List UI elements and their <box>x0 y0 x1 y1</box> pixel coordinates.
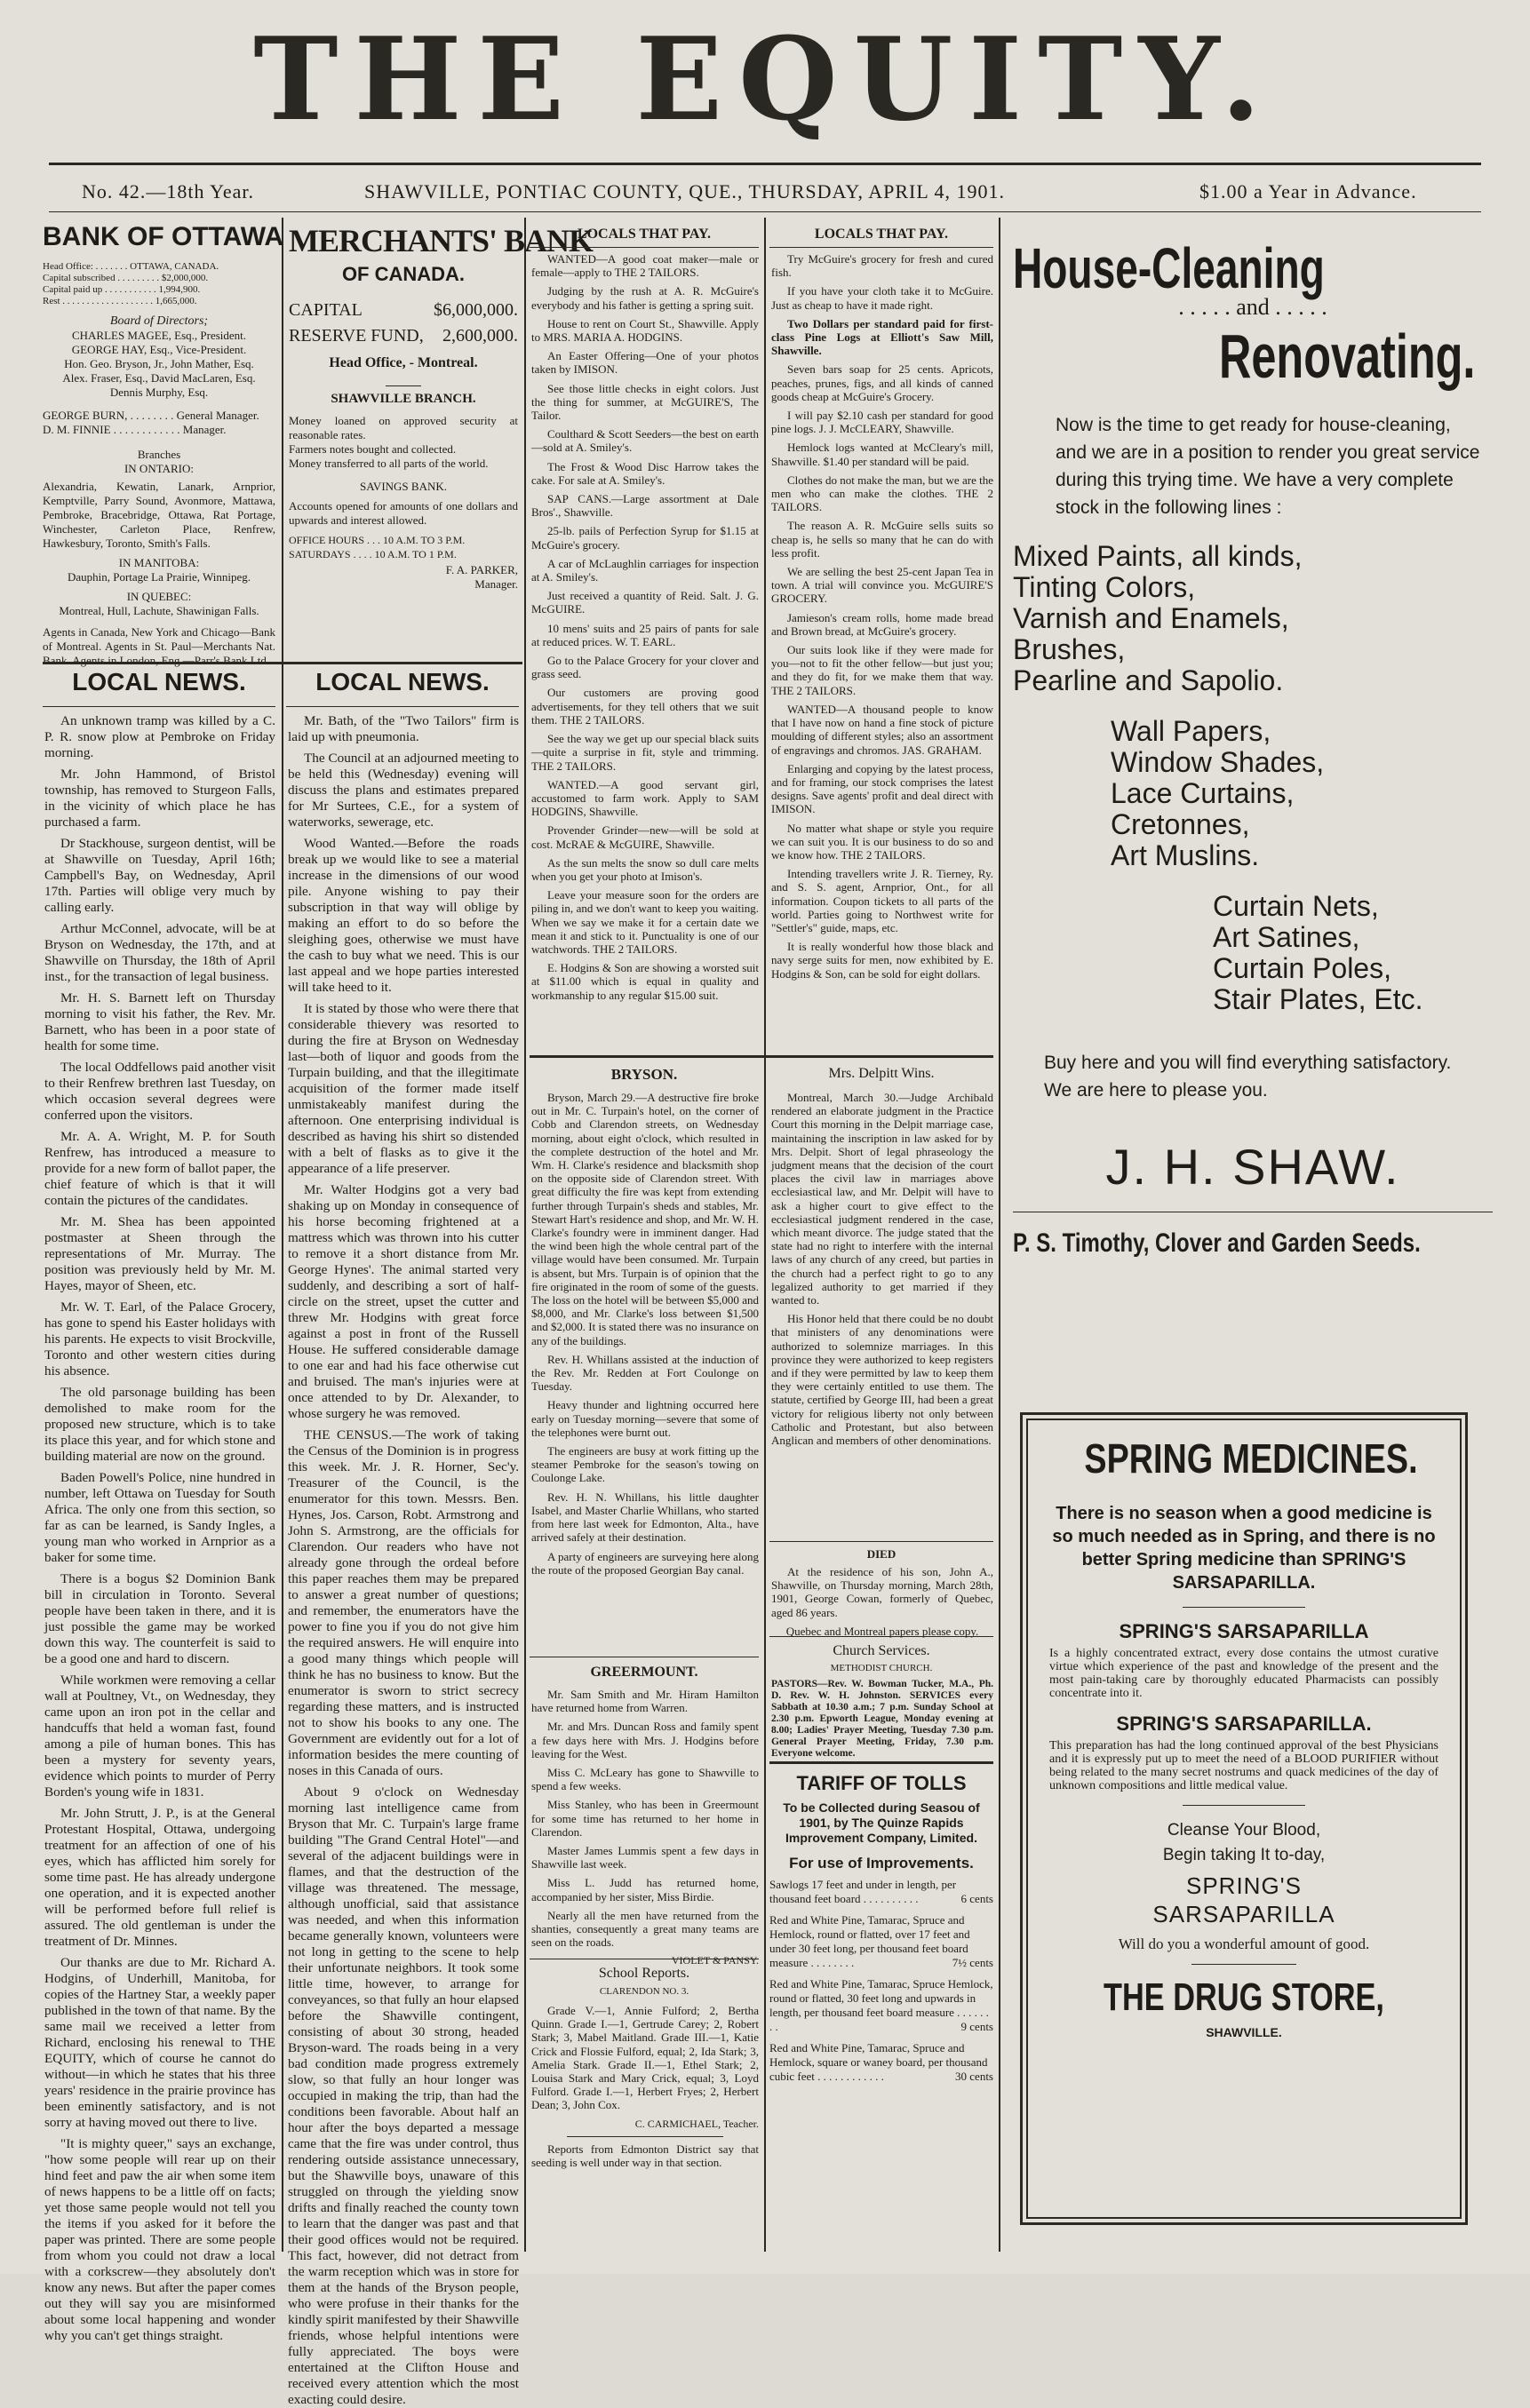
reserve-value: 2,600,000. <box>442 326 518 346</box>
local-notice: Clothes do not make the man, but we are the men who can make the clothes. THE 2 TAILORS. <box>771 473 993 514</box>
edmonton-report: Reports from Edmonton District say that seeding is well under way in that section. <box>531 2142 759 2170</box>
renovating-title: Renovating. <box>1219 322 1476 391</box>
heading-rule <box>43 706 275 707</box>
tariff-improvements: For use of Improvements. <box>789 1855 974 1872</box>
local-notice: Just received a quantity of Reid. Salt. J. G. McGUIRE. <box>531 589 759 616</box>
bryson-paragraph: Heavy thunder and lightning occurred here early on Tuesday morning—severe that some of the telephones were burnt out. <box>531 1398 759 1439</box>
section-rule <box>769 1541 993 1542</box>
tariff-title: TARIFF OF TOLLS <box>796 1772 967 1794</box>
sarsaparilla-heading-1: SPRING'S SARSAPARILLA <box>1119 1620 1369 1642</box>
local-notice: A car of McLaughlin carriages for inspection at A. Smiley's. <box>531 556 759 584</box>
local-notice: WANTED—A good coat maker—male or female—apply to THE 2 TAILORS. <box>531 252 759 280</box>
local-notice: I will pay $2.10 cash per standard for good pine logs. J. J. McCLEARY, Shawville. <box>771 409 993 436</box>
stock-item: Wall Papers, <box>1111 715 1271 747</box>
local-notice: See those little checks in eight colors. Just the thing for summer, at McGUIRE'S, The Tailor. <box>531 381 759 423</box>
dateline-place-date: SHAWVILLE, PONTIAC COUNTY, QUE., THURSDAY, APRIL 4, 1901. <box>364 180 1005 203</box>
stock-item: Window Shades, <box>1111 746 1325 778</box>
local-notice: An Easter Offering—One of your photos taken by IMISON. <box>531 349 759 377</box>
head-office: Head Office, - Montreal. <box>329 355 478 370</box>
greermount-item: Mr. Sam Smith and Mr. Hiram Hamilton have returned home from Warren. <box>531 1688 759 1715</box>
church-services: PASTORS—Rev. W. Bowman Tucker, M.A., Ph. D. Rev. W. H. Johnston. SERVICES every Sabbath at 10.30 a.m.; 7 p.m. Sunday School at 2.30 p.m. Epworth League, Monday evening at 8.00; Ladies' Prayer Meeting, Tuesday 7.30 p.m. General Prayer Meeting, Friday, 7.30 p.m. Everyone welcome. <box>771 1679 993 1759</box>
spring-inner-border <box>1026 1419 1462 2219</box>
news-item: Mr. A. A. Wright, M. P. for South Renfrew, has introduced a measure to provide for a new form of ballot paper, the chief feature of which is that it will contain the pictures of the candidates. <box>44 1129 275 1208</box>
local-notice: Hemlock logs wanted at McCleary's mill, Shawville. $1.40 per standard will be paid. <box>771 441 993 468</box>
local-notice: Try McGuire's grocery for fresh and cured fish. <box>771 252 993 280</box>
section-rule <box>43 662 522 664</box>
local-notice: Two Dollars per standard paid for first-class Pine Logs at Elliott's Saw Mill, Shawville. <box>771 316 993 358</box>
column-rule <box>282 218 283 2252</box>
column-rule <box>999 218 1000 2252</box>
reserve-label: RESERVE FUND, <box>289 326 424 346</box>
cleanse-line: Cleanse Your Blood, <box>1167 1821 1321 1840</box>
masthead-rule-top <box>49 163 1481 165</box>
bryson-paragraph: Rev. H. Whillans assisted at the induction of the Rev. Mr. Redden at Fort Coulonge on Tuesday. <box>531 1352 759 1394</box>
sarsaparilla-heading-2: SPRING'S SARSAPARILLA. <box>1116 1713 1372 1735</box>
stock-item: Curtain Poles, <box>1213 952 1391 984</box>
toll-item: Red and White Pine, Tamarac, Spruce Hemlock, round or flatted, 30 feet long and upwards in length, per thousand feet board measure . . . . . . . . 9 cents <box>769 1977 993 2033</box>
branch-list: Alexandria, Kewatin, Lanark, Arnprior, Kemptville, Parry Sound, Avonmore, Mattawa, Pembroke, Bracebridge, Ottawa, Rat Portage, Winchester, Carleton Place, Renfrew, Hawkesbury, Toronto, Smith's Falls. <box>43 480 275 550</box>
office-hours: OFFICE HOURS . . . 10 A.M. TO 3 P.M. <box>289 534 466 546</box>
school-report <box>531 2004 759 2261</box>
greermount-item: Miss C. McLeary has gone to Shawville to spend a few weeks. <box>531 1766 759 1793</box>
stock-item: Stair Plates, Etc. <box>1213 983 1423 1015</box>
news-item: Our thanks are due to Mr. Richard A. Hodgins, of Underhill, Manitoba, for copies of the Hartney Star, a weekly paper published in the town of that name. By the same mail we received a letter from Richard, enclosing his renewal to THE EQUITY, which of course he cannot do without—in which he states that his three years' residence in the prairie province has been eminently satisfactory, and is not sorry at having moved out there to live. <box>44 1955 275 2130</box>
obituary: At the residence of his son, John A., Shawville, on Thursday morning, March 28th, 1901, George Cowan, formerly of Quebec, aged 86 years. <box>771 1565 993 1619</box>
seeds-line: P. S. Timothy, Clover and Garden Seeds. <box>1013 1228 1421 1258</box>
capital-subscribed: Capital subscribed . . . . . . . . . $2,000,000. <box>43 273 209 283</box>
bank-line: Farmers notes bought and collected. <box>289 442 457 456</box>
news-item: Mr. W. T. Earl, of the Palace Grocery, has gone to spend his Easter holidays with his parents. He expects to visit Brockville, Toronto and other western cities during his absence. <box>44 1299 275 1379</box>
local-notice: As the sun melts the snow so dull care melts when you get your photo at Imison's. <box>531 855 759 883</box>
bryson-heading: BRYSON. <box>610 1066 678 1083</box>
divider <box>567 2136 723 2137</box>
local-notice: E. Hodgins & Son are showing a worsted suit at $11.00 which is equal in quality and workmanship to any regular $15.00 suit. <box>531 961 759 1002</box>
stock-item: Art Satines, <box>1213 921 1360 953</box>
bryson-paragraph: A party of engineers are surveying here along the route of the proposed Georgian Bay canal. <box>531 1549 759 1577</box>
jh-shaw: J. H. SHAW. <box>1105 1139 1400 1195</box>
news-item: There is a bogus $2 Dominion Bank bill in circulation in Toronto. Several people have been taken in there, and it is just possible the game may be worked down this way. The counterfeit is said to be a good one and hard to discern. <box>44 1571 275 1666</box>
delpitt-article <box>771 1091 993 1535</box>
sarsaparilla-paragraph-2: This preparation has had the long continued approval of the best Physicians and it is expressly put up to meet the need of a BLOOD PURIFIER without being related to the many secret nostrums and quack medicines of the day of unknown compositions and little medical value. <box>1049 1739 1438 1792</box>
bryson-article <box>531 1091 759 1650</box>
section-rule <box>530 1055 993 1058</box>
greermount-item: Nearly all the men have returned from the shanties, consequently a great many teams are seen on the roads. <box>531 1908 759 1950</box>
greermount-item: Miss Stanley, who has been in Greermount for some time has returned to her home in Clarendon. <box>531 1798 759 1839</box>
quebec-label: IN QUEBEC: <box>126 590 192 603</box>
bank-of-ottawa-ad <box>43 222 284 668</box>
toll-item: Red and White Pine, Tamarac, Spruce and Hemlock, square or waney board, per thousand cubic feet . . . . . . . . . . . . 30 cents <box>769 2041 993 2083</box>
local-notice: Go to the Palace Grocery for your clover and grass seed. <box>531 654 759 681</box>
local-notice: Leave your measure soon for the orders are piling in, and we don't want to keep you waiting. When we say we make it for a certain date we mean it and stick to it. Punctuality is one of our watchwords. THE 2 TAILORS. <box>531 888 759 956</box>
capital-value: $6,000,000. <box>434 300 518 320</box>
died-heading: DIED <box>866 1547 896 1561</box>
tariff-of-tolls <box>769 1772 993 2084</box>
news-item: Mr. John Strutt, J. P., is at the General Protestant Hospital, Ottawa, undergoing treatment for an affection of one of his eyes, which has afflicted him sorely for some time past. He has already undergone one operation, and it is expected another will be performed before full relief is assured. The old gentleman is under the treatment of Dr. Minnes. <box>44 1806 275 1949</box>
local-notice: If you have your cloth take it to McGuire. Just as cheap to have it made right. <box>771 284 993 312</box>
manager: D. M. FINNIE . . . . . . . . . . . . Manager. <box>43 423 227 436</box>
died-notice <box>771 1565 993 1636</box>
bank-ottawa-title: BANK OF OTTAWA <box>43 222 284 251</box>
capital-paid: Capital paid up . . . . . . . . . . . 1,994,900. <box>43 284 201 295</box>
board-member: Dennis Murphy, Esq. <box>109 385 209 399</box>
local-notice: The Frost & Wood Disc Harrow takes the cake. For sale at A. Smiley's. <box>531 459 759 487</box>
locals-column-2 <box>771 252 993 1052</box>
toll-item: Sawlogs 17 feet and under in length, per thousand feet board . . . . . . . . . . 6 cents <box>769 1878 993 1905</box>
local-notice: Jamieson's cream rolls, home made bread and Brown bread, at McGuire's grocery. <box>771 610 993 638</box>
toll-item: Red and White Pine, Tamarac, Spruce and Hemlock, round or flatted, over 17 feet and under 30 feet long, per thousand feet board measure . . . . . . . . 7½ cents <box>769 1913 993 1969</box>
springs-line: SPRING'S <box>1186 1872 1302 1899</box>
section-rule <box>769 1636 993 1637</box>
divider <box>1191 1964 1296 1965</box>
board-member: Alex. Fraser, Esq., David MacLaren, Esq. <box>62 371 256 385</box>
local-notice: No matter what shape or style you require we can suit you. It is our business to do so and we know how. THE 2 TAILORS. <box>771 821 993 862</box>
bryson-paragraph: The engineers are busy at work fitting up the steamer Pembroke for the season's towing on Coulonge Lake. <box>531 1444 759 1485</box>
greermount-item: Miss L. Judd has returned home, accompanied by her sister, Miss Birdie. <box>531 1876 759 1903</box>
savings-text: Accounts opened for amounts of one dollars and upwards and interest allowed. <box>289 499 518 527</box>
column-rule <box>524 218 526 2252</box>
stock-item: Tinting Colors, <box>1013 571 1196 603</box>
rest: Rest . . . . . . . . . . . . . . . . . . . 1,665,000. <box>43 296 197 306</box>
news-item: "It is mighty queer," says an exchange, "how some people will rear up on their hind feet and paw the air when some item of news happens to be a little off on facts; yet those same people would not tell you the items if you asked for it before the paper was printed. There are some people from whom you could not draw a local with a corkscrew—they absolutely don't know any news. But after the paper comes out they will say you are misinformed about some local happening and wonder why you can't get things straight. <box>44 2136 275 2343</box>
board-member: CHARLES MAGEE, Esq., President. <box>71 329 247 342</box>
local-notice: WANTED.—A good servant girl, accustomed to farm work. Apply to SAM HODGINS, Shawville. <box>531 777 759 819</box>
local-notice: Seven bars soap for 25 cents. Apricots, peaches, prunes, figs, and all kinds of canned goods cheap at McGuire's Grocery. <box>771 362 993 403</box>
locals-heading: LOCALS THAT PAY. <box>577 226 712 242</box>
branches-title: Branches <box>137 448 181 461</box>
news-item: The Council at an adjourned meeting to be held this (Wednesday) evening will discuss the plans and estimates prepared for Mr Surtees, C.E., for a system of waterworks, sewerage, etc. <box>288 751 519 830</box>
subscription-price: $1.00 a Year in Advance. <box>1199 180 1417 203</box>
news-item: THE CENSUS.—The work of taking the Census of the Dominion is in progress this week. Mr. J. R. Horner, Sec'y. Treasurer of the Council, is the enumerator for this town. Messrs. Ben. Hynes, Jos. Carson, Robt. Armstrong and John S. Armstrong, are the officials for Clarendon. Our readers who have not already gone through the ordeal before this paper reaches them may be prepared to answer a great number of questions; and remember, the enumerators have the power to fine you if you do not give him the required answers. He will enquire into a good many things which people will think he has no business to know. But the enumerator is sworn to strict secrecy regarding these matters, and is instructed not to show his books to any one. The Government are evidently out for a lot of information besides the mere counting of noses in this Canada of ours. <box>288 1427 519 1778</box>
bank-line: Money loaned on approved security at reasonable rates. <box>289 414 518 441</box>
obituary-note: Quebec and Montreal papers please copy. <box>785 1624 979 1638</box>
sarsaparilla-line: SARSAPARILLA <box>1152 1901 1335 1927</box>
spring-title: SPRING MEDICINES. <box>1084 1435 1418 1482</box>
manitoba-list: Dauphin, Portage La Prairie, Winnipeg. <box>67 570 251 584</box>
local-notice: Our customers are proving good advertisements, for they tell others that we suit them. THE 2 TAILORS. <box>531 686 759 727</box>
local-notice: See the way we get up our special black suits—quite a surprise in fit, style and trimming. THE 2 TAILORS. <box>531 732 759 773</box>
greermount-heading: GREERMOUNT. <box>590 1665 698 1680</box>
school-results: Grade V.—1, Annie Fulford; 2, Bertha Quinn. Grade I.—1, Gertrude Carey; 2, Robert Stark; 3, Mabel Maitland. Grade III.—1, Katie Crick and Flossie Fulford, equal; 2, Ida Stark; 3, Amelia Stark. Grade II.—1, Ethel Stark; 2, Louisa Stark and Mary Crick, equal; 3, Loyd Fulford. Grade I.—1, Herbert Fryes; 2, Herbert Dean; 3, John Cox. <box>531 2004 759 2112</box>
merchants-bank-subtitle: OF CANADA. <box>341 263 466 285</box>
house-ad-intro: Now is the time to get ready for house-cleaning, and we are in a position to render you great service during this trying time. We have a very complete stock in the following lines : <box>1056 415 1480 518</box>
local-notice: WANTED—A thousand people to know that I have now on hand a fine stock of picture moulding of different styles; also an assortment of engravings and chromos. JAS. GRAHAM. <box>771 702 993 757</box>
local-notice: Our suits look like if they were made for you—not to fit the other fellow—but just you; and they do fit, for we make them that way. THE 2 TAILORS. <box>771 643 993 697</box>
divider <box>1183 1607 1305 1608</box>
stock-item: Art Muslins. <box>1111 839 1260 871</box>
spring-medicines-ad <box>1020 1412 1468 2225</box>
news-item: Dr Stackhouse, surgeon dentist, will be at Shawville on Tuesday, April 16th; Campbell's Bay, on Wednesday, April 17th. Parties will oblige very much by calling early. <box>44 836 275 915</box>
news-item: The local Oddfellows paid another visit to their Renfrew brethren last Tuesday, on which occasion several degrees were conferred upon the visitors. <box>44 1060 275 1123</box>
stock-item: Cretonnes, <box>1111 808 1250 840</box>
shawville-branch: SHAWVILLE BRANCH. <box>331 392 476 406</box>
stock-item: Brushes, <box>1013 633 1126 665</box>
local-news-column-2 <box>288 713 519 2407</box>
news-item: It is stated by those who were there that considerable thievery was resorted to during the fire at Bryson on Wednesday last—both of liquor and goods from the Turpain building, and that the illegitimate acquisition of the former made itself unmistakeably manifest during the afternoon. One enterprising individual is described as having his shirt so distended with a belt of flasks as to give it the appearance of a life preserver. <box>288 1001 519 1176</box>
greermount-item: Mr. and Mrs. Duncan Ross and family spent a few days here with Mrs. J. Hodgins before leaving for the West. <box>531 1720 759 1760</box>
local-news-column-1 <box>44 713 275 2343</box>
local-notice: House to rent on Court St., Shawville. Apply to MRS. MARIA A. HODGINS. <box>531 316 759 345</box>
local-notice: Coulthard & Scott Seeders—the best on earth—sold at A. Smiley's. <box>531 427 759 455</box>
stock-item: Mixed Paints, all kinds, <box>1013 540 1303 572</box>
buy-here-text: Buy here and you will find everything satisfactory. We are here to please you. <box>1044 1053 1452 1101</box>
tariff-subtitle: To be Collected during Seasou of 1901, by The Quinze Rapids Improvement Company, Limited. <box>783 1800 980 1845</box>
local-notice: The reason A. R. McGuire sells suits so cheap is, he sells so many that he can do with less profit. <box>771 519 993 560</box>
local-news-heading: LOCAL NEWS. <box>72 668 246 695</box>
news-item: Mr. Walter Hodgins got a very bad shaking up on Monday in consequence of his horse becoming frightened at a mattress which was thrown into his cutter to remove it a short distance from Mr. George Hynes'. The animal started very suddenly, and describing a sort of half-circle on the street, upset the cutter and threw Mr. Hodgins with great force against a post in front of the Russell House. He suffered considerable damage to one ear and had his face otherwise cut and bruised. The man's injuries were at once attended to by Dr. Alexander, to whose surgery he was removed. <box>288 1182 519 1421</box>
divider <box>1183 1805 1305 1806</box>
column-rule <box>764 218 766 2252</box>
school-subheading: CLARENDON NO. 3. <box>599 1986 689 1997</box>
local-notice: It is really wonderful how those black and navy serge suits for men, now exhibited by E. Hodgins & Son, can be sold for eight dollars. <box>771 940 993 981</box>
quebec-list: Montreal, Hull, Lachute, Shawinigan Falls. <box>59 604 259 617</box>
news-item: Mr. Bath, of the "Two Tailors" firm is laid up with pneumonia. <box>288 713 519 744</box>
stock-item: Curtain Nets, <box>1213 890 1379 922</box>
heading-rule <box>769 247 993 248</box>
news-item: Mr. H. S. Barnett left on Thursday morning to visit his father, the Rev. Mr. Barnett, who has been in a poor state of health for some time. <box>44 990 275 1053</box>
board-title: Board of Directors; <box>109 314 209 328</box>
bryson-paragraph: Rev. H. N. Whillans, his little daughter Isabel, and Master Charlie Whillans, who started from here last week for Edmonton, Alta., have arrived safely at their destination. <box>531 1490 759 1545</box>
church-heading: Church Services. <box>833 1643 930 1658</box>
masthead-title: THE EQUITY. <box>253 13 1277 147</box>
saturday-hours: SATURDAYS . . . . 10 A.M. TO 1 P.M. <box>289 548 457 560</box>
news-item: Mr. M. Shea has been appointed postmaster at Sheen through the representations of Mr. Murray. The position was previously held by Mr. M. Hayes, mayor of Sheen, etc. <box>44 1214 275 1293</box>
news-item: Mr. John Hammond, of Bristol township, has removed to Sturgeon Falls, in the vicinity of which place he has purchased a farm. <box>44 767 275 830</box>
board-member: Hon. Geo. Bryson, Jr., John Mather, Esq. <box>64 357 254 370</box>
heading-rule <box>530 247 759 248</box>
heading-rule <box>286 706 519 707</box>
head-office: Head Office: . . . . . . . OTTAWA, CANADA. <box>43 261 219 272</box>
ontario-label: IN ONTARIO: <box>124 462 195 475</box>
drug-store: THE DRUG STORE, <box>1104 1975 1384 2019</box>
manitoba-label: IN MANITOBA: <box>118 556 200 569</box>
manager-title: Manager. <box>474 577 518 591</box>
news-item: Wood Wanted.—Before the roads break up we would like to see a material increase in the dimensions of our wood pile. Anyone wishing to pay their subscription in that way will oblige by making an effort to do so before the sleighing goes, otherwise we must have the cash to buy what we need. This is our last appeal and we hope parties interested will take heed to it. <box>288 836 519 995</box>
house-cleaning-ad <box>1013 235 1493 1259</box>
capital-label: CAPITAL <box>289 300 363 320</box>
local-notice: SAP CANS.—Large assortment at Dale Bros'., Shawville. <box>531 492 759 520</box>
spring-intro: There is no season when a good medicine is so much needed as in Spring, and there is no better Spring medicine than SPRING'S SARSAPARILLA. <box>1052 1504 1436 1593</box>
general-manager: GEORGE BURN, . . . . . . . . General Manager. <box>43 409 259 422</box>
section-rule <box>769 1761 993 1764</box>
local-notice: Intending travellers write J. R. Tierney, Ry. and S. S. agent, Arnprior, Ont., for all information. Coupon tickets to all parts of the world. Parties going to Northwest write for "Settler's" guide, maps, etc. <box>771 867 993 934</box>
delpitt-heading: Mrs. Delpitt Wins. <box>828 1066 935 1081</box>
stock-item: Lace Curtains, <box>1111 777 1295 809</box>
agents: Agents in Canada, New York and Chicago—Bank of Montreal. Agents in St. Paul—Merchants Nat. Bank. Agents in London, Eng.—Parr's Bank Ltd. <box>43 625 275 667</box>
local-notice: We are selling the best 25-cent Japan Tea in town. A trial will convince you. McGUIRE'S GROCERY. <box>771 565 993 606</box>
church-subheading: METHODIST CHURCH. <box>830 1663 933 1673</box>
greermount-article <box>531 1688 759 1967</box>
issue-number: No. 42.—18th Year. <box>82 180 255 203</box>
local-notice: 25-lb. pails of Perfection Syrup for $1.15 at McGuire's grocery. <box>531 524 759 552</box>
local-notice: Enlarging and copying by the latest process, and for framing, our stock comprises the latest designs. Save agents' profit and deal direct with IMISON. <box>771 761 993 816</box>
news-item: The old parsonage building has been demolished to make room for the proposed new structure, which is to take its place this year, and for which stone and building material are now on the ground. <box>44 1385 275 1464</box>
merchants-bank-title: MERCHANTS' BANK <box>289 223 594 258</box>
manager-name: F. A. PARKER, <box>445 563 518 576</box>
greermount-signature: VIOLET & PANSY. <box>671 1954 759 1967</box>
bryson-paragraph: Bryson, March 29.—A destructive fire broke out in Mr. C. Turpain's hotel, on the corner of Cobb and Clarendon streets, on Wednesday morning, about eight o'clock, which resulted in the complete destruction of the hotel and Mr. Wm. H. Clarke's residence and blacksmith shop on the opposite side of Clarendon street. With great difficulty the fire was kept from extending further through Turpain's sheds and stables, Mr. Stewart Hart's residence and shop, and Mr. W. H. Clarke's foundry were in imminent danger. Had the wind been high the whole central part of the village would have been consumed. Mr. Turpain is absent, but Mrs. Turpain is of opinion that the fire originated in the room of some of the guests. The loss on the hotel will be between $5,000 and $8,000, and Mr. Clarke's loss between $1,500 and $2,000. It is stated there was no insurance on any of the buildings. <box>531 1091 759 1347</box>
merchants-bank-ad <box>289 222 594 592</box>
news-item: About 9 o'clock on Wednesday morning last intelligence came from Bryson that Mr. C. Turpain's large frame building "The Grand Central Hotel"—and several of the adjacent buildings were in flames, and that the destruction of the village was threatened. The message, although unofficial, said that assistance was needed, and when this information became generally known, volunteers were not long in getting to the scene to help their unfortunate neighbors. It took some little time, however, to arrange for conveyances, so that fully an hour elapsed before the Shawville contingent, consisting of about 30 strong, headed Bryson-ward. The roads being in a very bad condition made progress extremely slow, so that fully an hour longer was occupied in making the trip, than had the conditions been favorable. About half an hour after the boys departed a message came that the fire was under control, thus rendering outside assistance unnecessary, but the Shawville boys, unaware of this struggled on through the yielding snow drifts and finally reached the county town to learn that the danger was past and that their good offices would not be required. This fact, however, did not detract from the warm reception which was in store for them at the hands of the Bryson people, who were profuse in their thanks for the kindly spirit manifested by their Shawville friends, whose helpful intentions were fully appreciated. The boys were entertained at the Clifton House and received every attention which the most exacting could desire. <box>288 1784 519 2407</box>
news-item: While workmen were removing a cellar wall at Poultney, Vt., on Wednesday, they came upon an iron pot in the cellar and handcuffs that held a woman fast, found among a pile of human bones. This has been a mystery for seventy years, evidence which points to murder of Perry Borden's young wife in 1831. <box>44 1673 275 1800</box>
local-news-heading-2: LOCAL NEWS. <box>315 668 490 695</box>
local-notice: Judging by the rush at A. R. McGuire's everybody and his father is getting a spring suit. <box>531 284 759 312</box>
local-notice: 10 mens' suits and 25 pairs of pants for sale at reduced prices. W. T. EARL. <box>531 621 759 648</box>
delpitt-paragraph: His Honor held that there could be no doubt that ministers of any denominations were authorized to solemnize marriages. In this province they were authorized to keep registers and if they were permitted by law to keep them they were certainly entitled to use them. The statute, certified by George III, had been a great victory for religious liberty not only between Catholic and Protestant, but also between Anglican and members of other denominations. <box>771 1312 993 1448</box>
greermount-item: Master James Lummis spent a few days in Shawville last week. <box>531 1844 759 1872</box>
news-item: An unknown tramp was killed by a C. P. R. snow plow at Pembroke on Friday morning. <box>44 713 275 760</box>
wonderful-line: Will do you a wonderful amount of good. <box>1118 1935 1370 1952</box>
board-member: GEORGE HAY, Esq., Vice-President. <box>71 343 247 356</box>
begin-line: Begin taking It to-day, <box>1162 1846 1326 1864</box>
masthead-rule-bottom <box>49 211 1481 212</box>
news-item: Baden Powell's Police, nine hundred in number, left Ottawa on Tuesday for South Africa. The only one from this section, so far as can be learned, is Sandy Ingles, a young man who worked in Arnprior as a baker for some time. <box>44 1470 275 1565</box>
sarsaparilla-paragraph-1: Is a highly concentrated extract, every dose contains the utmost curative virtue which experience of the past and knowledge of the present and the most pain-taking care by thoroughly educated Pharmacists can possibly concentrate into it. <box>1049 1647 1438 1700</box>
savings-bank: SAVINGS BANK. <box>359 480 447 493</box>
and-text: . . . . . and . . . . . <box>1178 294 1327 320</box>
stock-item: Pearline and Sapolio. <box>1013 664 1284 696</box>
school-heading: School Reports. <box>598 1966 690 1981</box>
news-item: Arthur McConnel, advocate, will be at Bryson on Wednesday, the 17th, and at Shawville on Thursday, the 18th of April inst., for the transaction of legal business. <box>44 921 275 984</box>
school-teacher: C. CARMICHAEL, Teacher. <box>634 2117 759 2130</box>
local-notice: Provender Grinder—new—will be sold at cost. McRAE & McGUIRE, Shawville. <box>531 823 759 851</box>
locals-heading-2: LOCALS THAT PAY. <box>814 226 949 242</box>
drug-store-town: SHAWVILLE. <box>1206 2025 1282 2039</box>
delpitt-paragraph: Montreal, March 30.—Judge Archibald rendered an elaborate judgment in the Practice Court this morning in the Delpit marriage case, maintaining the inscription in law asked for by Mrs. Delpit. Short of legal phraseology the judgment means that the decision of the court places the civil law in marriages above ecclesiastical law, and Mr. Delpit will have to ask a higher court to give effect to the ecclesiastical judgment rendered in the case, which meant divorce. The judge stated that the state had no right to interfere with the internal laws of any church of any creed, but parties in the church had a perfect right to go to any legalized authority to get married if they wanted to. <box>771 1091 993 1307</box>
stock-item: Varnish and Enamels, <box>1013 602 1289 634</box>
house-cleaning-title: House-Cleaning <box>1013 236 1325 300</box>
locals-column-1 <box>531 252 759 1052</box>
bank-line: Money transferred to all parts of the world. <box>289 457 489 470</box>
divider <box>386 385 421 386</box>
